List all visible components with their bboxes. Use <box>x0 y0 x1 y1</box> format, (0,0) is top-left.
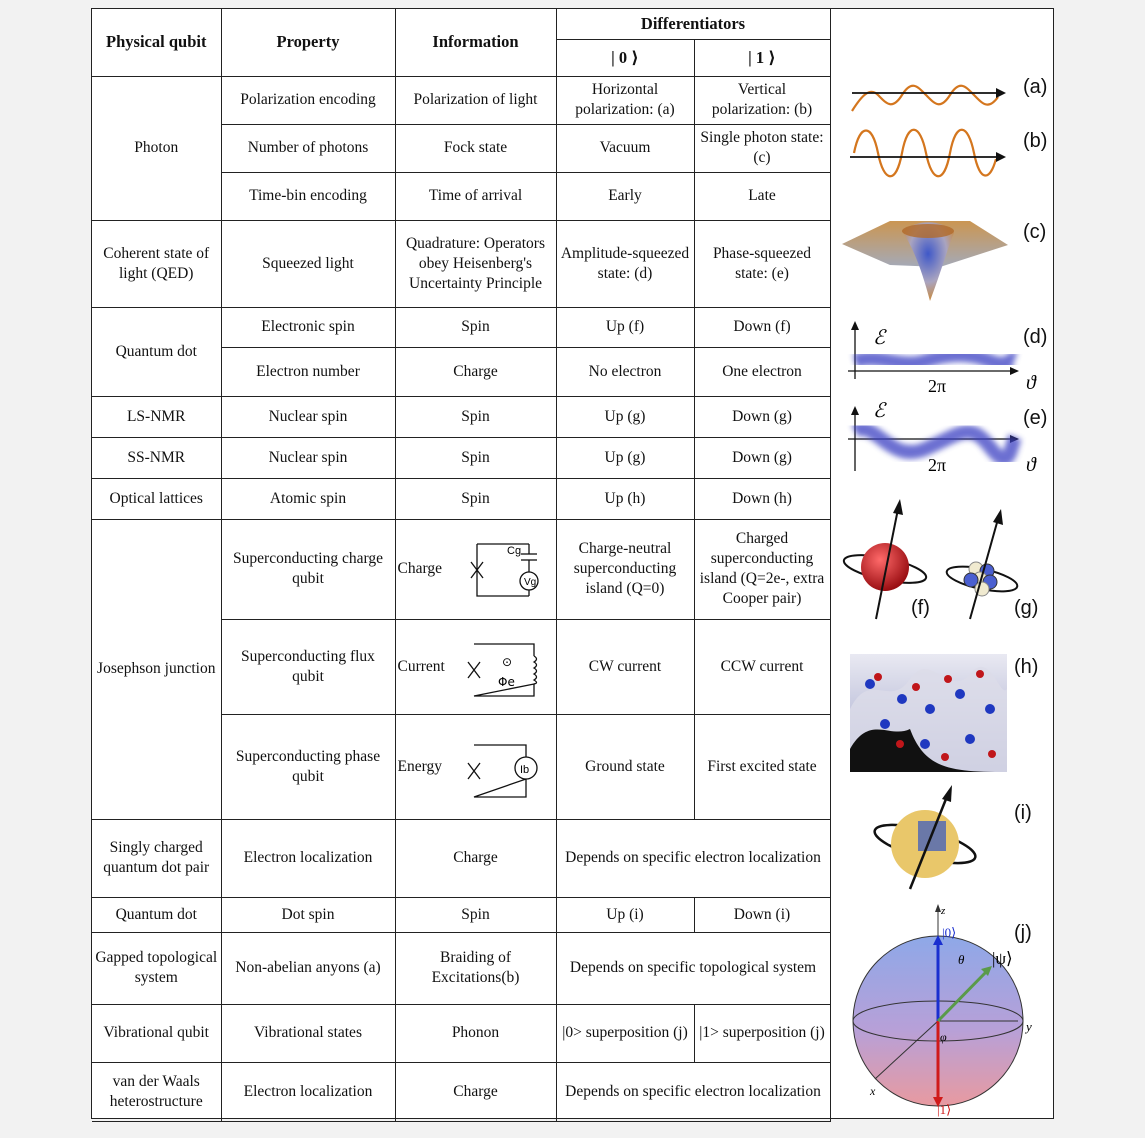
ket0-cell: Up (g) <box>556 396 694 437</box>
figure-label-e: (e) <box>1023 407 1048 429</box>
polarization-horizontal-figure <box>852 86 1006 111</box>
qubit-name: Josephson junction <box>92 519 221 819</box>
information-cell: Charge <box>395 1062 556 1121</box>
e-tick-label: 2π <box>928 455 947 475</box>
circuit-label-ib: Ib <box>519 763 529 776</box>
bloch-psi-label: |ψ⟩ <box>992 949 1013 968</box>
ket0-cell: |0> superposition (j) <box>556 1004 694 1062</box>
ket0-cell: Early <box>556 172 694 220</box>
information-cell: Braiding of Excitations(b) <box>395 932 556 1004</box>
ket1-cell: Down (i) <box>694 897 830 932</box>
figure-label-f: (f) <box>911 597 930 619</box>
property-cell: Atomic spin <box>221 478 395 519</box>
header-property: Property <box>221 9 395 76</box>
qubit-name: Coherent state of light (QED) <box>92 220 221 307</box>
phase-qubit-circuit <box>466 735 546 805</box>
d-tick-label: 2π <box>928 376 947 396</box>
bloch-theta-label: θ <box>958 952 965 967</box>
table-row <box>92 220 830 307</box>
ket1-cell: Down (f) <box>694 307 830 347</box>
table-row <box>92 819 830 897</box>
ket1-cell: CCW current <box>694 619 830 714</box>
header-ket1: | 1 ⟩ <box>694 39 830 76</box>
polarization-vertical-figure <box>850 130 1006 177</box>
differentiator-cell: Depends on specific electron localization <box>556 1062 830 1121</box>
phase-squeezed-figure <box>848 400 1037 476</box>
bloch-x-label: x <box>870 1084 876 1098</box>
property-cell: Time-bin encoding <box>221 172 395 220</box>
information-cell: Time of arrival <box>395 172 556 220</box>
ket1-cell: Single photon state: (c) <box>694 124 830 172</box>
qubit-name: Quantum dot <box>92 897 221 932</box>
information-cell: Spin <box>395 396 556 437</box>
information-cell: Polarization of light <box>395 76 556 124</box>
information-text: Charge <box>397 560 442 577</box>
squeezed-light-surface-figure <box>842 221 1008 301</box>
qubit-name: van der Waals heterostructure <box>92 1062 221 1121</box>
information-cell <box>395 519 556 619</box>
header-differentiators: Differentiators <box>556 9 830 39</box>
table-row <box>92 897 830 932</box>
information-text: Current <box>397 657 445 675</box>
information-cell: Fock state <box>395 124 556 172</box>
d-x-axis-label: ϑ <box>1026 372 1036 394</box>
header-physical-qubit: Physical qubit <box>92 9 221 76</box>
ket1-cell: Down (g) <box>694 396 830 437</box>
differentiator-cell: Depends on specific electron localization <box>556 819 830 897</box>
ket0-cell: Up (f) <box>556 307 694 347</box>
property-cell: Electronic spin <box>221 307 395 347</box>
property-cell: Dot spin <box>221 897 395 932</box>
information-cell: Quadrature: Operators obey Heisenberg's Uncertainty Principle <box>395 220 556 307</box>
charge-qubit-circuit <box>469 534 549 604</box>
ket0-cell: Ground state <box>556 714 694 819</box>
header-information: Information <box>395 9 556 76</box>
table-row <box>92 307 830 347</box>
ket1-cell: Down (h) <box>694 478 830 519</box>
ket1-cell: |1> superposition (j) <box>694 1004 830 1062</box>
header-ket0: | 0 ⟩ <box>556 39 694 76</box>
qubit-comparison-document <box>91 8 1054 1119</box>
property-cell: Nuclear spin <box>221 437 395 478</box>
d-y-axis-label: ℰ <box>873 327 886 349</box>
circuit-label-cg: Cg <box>506 544 521 557</box>
property-cell: Number of photons <box>221 124 395 172</box>
ket0-cell: Horizontal polarization: (a) <box>556 76 694 124</box>
information-cell <box>395 619 556 714</box>
ket0-cell: CW current <box>556 619 694 714</box>
ket1-cell: Down (g) <box>694 437 830 478</box>
table-row <box>92 1004 830 1062</box>
bloch-ket0-label: |0⟩ <box>942 925 957 940</box>
information-cell: Phonon <box>395 1004 556 1062</box>
property-cell: Non-abelian anyons (a) <box>221 932 395 1004</box>
ket1-cell: First excited state <box>694 714 830 819</box>
property-cell: Nuclear spin <box>221 396 395 437</box>
ket0-cell: Up (h) <box>556 478 694 519</box>
figure-label-g: (g) <box>1014 597 1039 619</box>
property-cell: Electron localization <box>221 819 395 897</box>
ket1-cell: Charged superconducting island (Q=2e-, extra Cooper pair) <box>694 519 830 619</box>
property-cell: Squeezed light <box>221 220 395 307</box>
ket0-cell: No electron <box>556 347 694 396</box>
bloch-z-label: z <box>941 905 946 917</box>
figure-label-a: (a) <box>1023 76 1048 98</box>
qubit-name: Optical lattices <box>92 478 221 519</box>
ket1-cell: Late <box>694 172 830 220</box>
figure-label-b: (b) <box>1023 130 1048 152</box>
qubit-name: Quantum dot <box>92 307 221 396</box>
table-row <box>92 932 830 1004</box>
figures-column <box>830 9 1055 1119</box>
table-row <box>92 478 830 519</box>
amplitude-squeezed-figure <box>848 321 1037 396</box>
property-cell: Superconducting charge qubit <box>221 519 395 619</box>
bloch-ket1-label: |1⟩ <box>937 1102 952 1117</box>
circuit-label-phi: Φe <box>497 674 515 689</box>
ket1-cell: Vertical polarization: (b) <box>694 76 830 124</box>
bloch-y-label: y <box>1026 1019 1032 1034</box>
qubit-name: SS-NMR <box>92 437 221 478</box>
table-row <box>92 76 830 124</box>
ket0-cell: Charge-neutral superconducting island (Q=0) <box>556 519 694 619</box>
qubit-name: Photon <box>92 76 221 220</box>
information-cell: Spin <box>395 307 556 347</box>
bloch-sphere-figure <box>853 904 1032 1117</box>
property-cell: Superconducting flux qubit <box>221 619 395 714</box>
property-cell: Polarization encoding <box>221 76 395 124</box>
circuit-label-vg: Vg <box>523 576 536 588</box>
figure-label-c: (c) <box>1023 221 1047 243</box>
table-row <box>92 1062 830 1121</box>
figures-svg <box>830 9 1055 1119</box>
information-cell: Charge <box>395 819 556 897</box>
information-cell: Spin <box>395 437 556 478</box>
property-cell: Superconducting phase qubit <box>221 714 395 819</box>
ket1-cell: Phase-squeezed state: (e) <box>694 220 830 307</box>
circuit-label-dot: ⊙ <box>501 654 512 669</box>
optical-lattice-figure <box>850 654 1007 772</box>
ket0-cell: Up (i) <box>556 897 694 932</box>
qubit-name: Vibrational qubit <box>92 1004 221 1062</box>
information-cell: Spin <box>395 478 556 519</box>
ket1-cell: One electron <box>694 347 830 396</box>
qubit-name: Gapped topological system <box>92 932 221 1004</box>
ket0-cell: Up (g) <box>556 437 694 478</box>
information-cell: Spin <box>395 897 556 932</box>
information-cell <box>395 714 556 819</box>
ket0-cell: Amplitude-squeezed state: (d) <box>556 220 694 307</box>
e-y-axis-label: ℰ <box>873 400 886 422</box>
information-cell: Charge <box>395 347 556 396</box>
figure-label-h: (h) <box>1014 656 1039 678</box>
figure-label-d: (d) <box>1023 326 1048 348</box>
table-row <box>92 437 830 478</box>
ket0-cell: Vacuum <box>556 124 694 172</box>
property-cell: Electron localization <box>221 1062 395 1121</box>
bloch-phi-label: φ <box>940 1030 947 1044</box>
qubit-name: Singly charged quantum dot pair <box>92 819 221 897</box>
property-cell: Electron number <box>221 347 395 396</box>
property-cell: Vibrational states <box>221 1004 395 1062</box>
qubit-name: LS-NMR <box>92 396 221 437</box>
table-row <box>92 396 830 437</box>
differentiator-cell: Depends on specific topological system <box>556 932 830 1004</box>
figure-label-i: (i) <box>1014 802 1032 824</box>
information-text: Energy <box>397 757 442 775</box>
e-x-axis-label: ϑ <box>1026 454 1036 476</box>
table-row <box>92 519 830 619</box>
quantum-dot-spin-figure <box>871 785 979 889</box>
flux-qubit-circuit <box>466 634 546 704</box>
nuclear-spin-figure <box>945 509 1020 619</box>
qubit-table <box>92 9 831 1122</box>
figure-label-j: (j) <box>1014 922 1032 944</box>
